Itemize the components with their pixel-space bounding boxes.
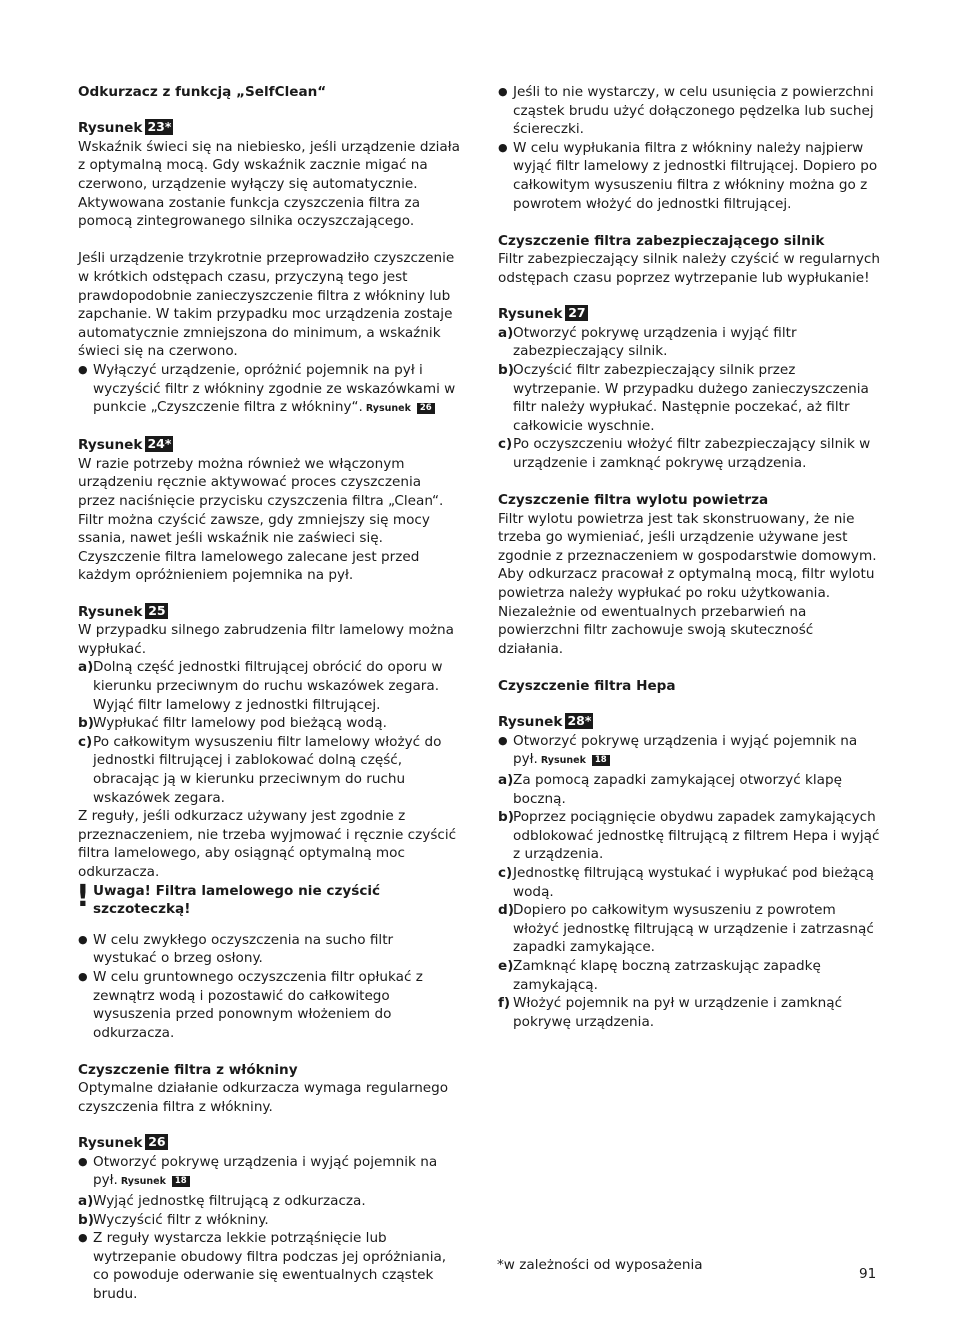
section-title: Czyszczenie filtra zabezpieczającego silnik (498, 232, 825, 249)
section-title: Czyszczenie filtra z włókniny (78, 1061, 298, 1078)
bullet-item: ● W celu zwykłego oczyszczenia na sucho filtr wystukać o brzeg osłony. (78, 931, 460, 968)
inline-figure-ref: Rysunek 26 (366, 403, 435, 414)
exclamation-icon: ! (76, 878, 90, 914)
bullet-item: ● Jeśli to nie wystarczy, w celu usunięcia z powierzchni cząstek brudu użyć dołączonego pędzelka lub suchej ściereczki. (498, 83, 880, 139)
inline-figure-ref: Rysunek 18 (121, 1176, 190, 1187)
paragraph: Wskaźnik świeci się na niebiesko, jeśli urządzenie działa z optymalną mocą. Gdy wskaźnik zacznie migać na czerwono, urządzenie wyłączy się automatycznie. Aktywowana zostanie funkcja czyszczenia filtra za pomocą zintegrowanego silnika oczyszczającego. (78, 138, 460, 230)
step-item: b) Oczyścić filtr zabezpieczający silnik przez wytrzepanie. W przypadku dużego zanieczyszczenia filtr należy wypłukać. Następnie poczekać, aż filtr całkowicie wyschnie. (498, 361, 869, 434)
figure-badge: 25 (145, 603, 168, 619)
paragraph: Optymalne działanie odkurzacza wymaga regularnego czyszczenia filtra z włókniny. (78, 1080, 449, 1116)
figure-badge: 18 (172, 1176, 190, 1187)
bullet-item: ● Z reguły wystarcza lekkie potrząśnięcie lub wytrzepanie obudowy filtra podczas jej opróżniania, co powoduje oderwanie się ewentualnych cząstek brudu. (78, 1229, 460, 1303)
paragraph: Jeśli urządzenie trzykrotnie przeprowadziło czyszczenie w krótkich odstępach czasu, przyczyną tego jest prawdopodobnie zanieczyszczenie filtra z włókniny lub zapchanie. W takim przypadku moc urządzenia zostaje automatycznie zmniejszona do minimum, a wskaźnik świeci się na czerwono. (78, 250, 455, 360)
step-item: a) Za pomocą zapadki zamykającej otworzyć klapę boczną. (498, 771, 842, 807)
figure-badge: 24* (147, 436, 172, 452)
page-number: 91 (859, 1266, 877, 1282)
bullet-item: ● Otworzyć pokrywę urządzenia i wyjąć pojemnik na pył. Rysunek 18 (498, 732, 880, 771)
step-item: c) Po oczyszczeniu włożyć filtr zabezpieczający silnik w urządzenie i zamknąć pokrywę urządzenia. (498, 436, 871, 471)
step-item: b) Wypłukać filtr lamelowy pod bieżącą wodą. (78, 715, 387, 732)
step-item: b) Wyczyścić filtr z włókniny. (78, 1211, 269, 1228)
section-title: Czyszczenie filtra Hepa (498, 678, 676, 694)
warning-note: ! Uwaga! Filtra lamelowego nie czyścić szczoteczką! (76, 878, 381, 918)
section-title: Czyszczenie filtra wylotu powietrza (498, 492, 769, 509)
figure-badge: 26 (417, 403, 435, 414)
step-item: c) Jednostkę filtrującą wystukać i wypłukać pod bieżącą wodą. (498, 864, 875, 900)
section-title: Odkurzacz z funkcją „SelfClean“ (78, 84, 327, 100)
figure-badge: 28* (567, 713, 592, 729)
inline-figure-ref: Rysunek 18 (541, 755, 610, 766)
figure-ref-23: Rysunek 23* (78, 119, 172, 137)
step-item: b) Poprzez pociągnięcie obydwu zapadek zamykających odblokować jednostkę filtrującą z filtrem Hepa i wyjąć z urządzenia. (498, 809, 880, 863)
figure-ref-27: Rysunek 27 (498, 305, 880, 324)
step-item: a) Wyjąć jednostkę filtrującą z odkurzacza. (78, 1193, 366, 1210)
figure-ref-25: Rysunek 25 (78, 603, 460, 622)
bullet-item: ● Wyłączyć urządzenie, opróżnić pojemnik na pył i wyczyścić filtr z włókniny zgodnie ze wskazówkami w punkcie „Czyszczenie filtra z włókniny“. Rysunek 26 (78, 361, 460, 419)
paragraph: Filtr wylotu powietrza jest tak skonstruowany, że nie trzeba go wymieniać, jeśli urządzenie używane jest zgodnie z przeznaczeniem w gospodarstwie domowym. Aby odkurzacz pracował z optymalną mocą, filtr wylotu powietrza należy wypłukać po roku użytkowania. Niezależnie od ewentualnych przebarwień na powierzchni filtr zachowuje swoją skuteczność działania. (498, 510, 877, 657)
paragraph: W razie potrzeby można również we włączonym urządzeniu ręcznie aktywować proces czyszczenia przez naciśnięcie przycisku czyszczenia filtra „Clean“. Filtr można czyścić zawsze, gdy zmniejszy się mocy ssania, nawet jeśli wskaźnik nie zaświeci się. Czyszczenie filtra lamelowego zalecane jest przed każdym opróżnieniem pojemnika na pył. (78, 455, 444, 584)
step-item: c) Po całkowitym wysuszeniu filtr lamelowy włożyć do jednostki filtrującej i zablokować dolną część, obracając ją w kierunku przeciwnym do ruchu wskazówek zegara. (78, 733, 442, 806)
right-column (498, 83, 880, 1031)
figure-badge: 18 (592, 755, 610, 766)
figure-ref-28: Rysunek 28* (498, 713, 592, 731)
paragraph: Z reguły, jeśli odkurzacz używany jest zgodnie z przeznaczeniem, nie trzeba wyjmować i ręcznie czyścić filtra lamelowego, aby osiągnąć optymalną moc odkurzacza. (78, 808, 457, 880)
step-item: d) Dopiero po całkowitym wysuszeniu z powrotem włożyć jednostkę filtrującą w urządzenie i zatrzasnąć zapadki zamykające. (498, 902, 874, 956)
paragraph: Filtr zabezpieczający silnik należy czyścić w regularnych odstępach czasu poprzez wytrzepanie lub wypłukanie! (498, 251, 881, 286)
step-item: f) Włożyć pojemnik na pył w urządzenie i zamknąć pokrywę urządzenia. (498, 995, 843, 1030)
step-item: a) Dolną część jednostki filtrującej obrócić do oporu w kierunku przeciwnym do ruchu wskazówek zegara. Wyjąć filtr lamelowy z jednostki filtrującej. (78, 659, 443, 713)
figure-badge: 27 (565, 305, 588, 321)
figure-badge: 23* (147, 119, 172, 135)
bullet-item: ● W celu wypłukania filtra z włókniny należy najpierw wyjąć filtr lamelowy z jednostki filtrującej. Dopiero po całkowitym wysuszeniu filtra z włókniny można go z powrotem włożyć do jednostki filtrującej. (498, 139, 880, 213)
footnote: *w zależności od wyposażenia (497, 1257, 703, 1273)
step-item: e) Zamknąć klapę boczną zatrzaskując zapadkę zamykającą. (498, 957, 821, 993)
bullet-item: ● Otworzyć pokrywę urządzenia i wyjąć pojemnik na pył. Rysunek 18 (78, 1153, 460, 1192)
step-item: a) Otworzyć pokrywę urządzenia i wyjąć filtr zabezpieczający silnik. (498, 324, 797, 360)
bullet-item: ● W celu gruntownego oczyszczenia filtr opłukać z zewnątrz wodą i pozostawić do całkowitego wysuszenia przed ponownym włożeniem do odkurzacza. (78, 968, 460, 1042)
left-column (78, 83, 460, 1304)
figure-ref-24: Rysunek 24* (78, 436, 172, 454)
paragraph: W przypadku silnego zabrudzenia filtr lamelowy można wypłukać. (78, 622, 454, 657)
figure-ref-26: Rysunek 26 (78, 1134, 460, 1153)
figure-badge: 26 (145, 1134, 168, 1150)
